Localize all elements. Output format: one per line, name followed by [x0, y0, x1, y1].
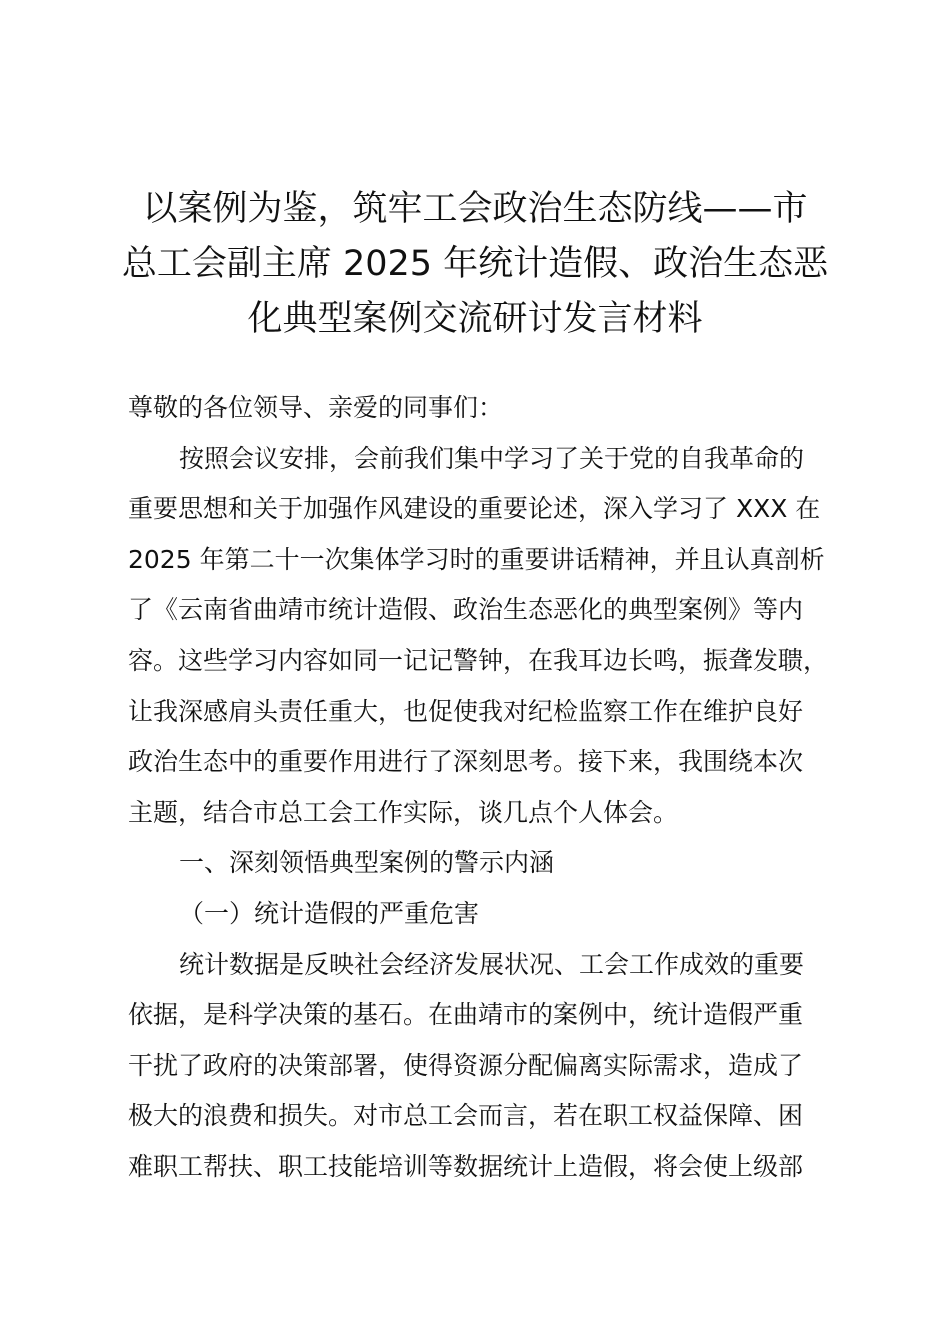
title-line: 以案例为鉴，筑牢工会政治生态防线——市: [142, 189, 808, 229]
paragraph-line: 主题，结合市总工会工作实际，谈几点个人体会。: [128, 797, 679, 827]
paragraph-line: 难职工帮扶、职工技能培训等数据统计上造假，将会使上级部: [128, 1151, 804, 1181]
paragraph-line: 统计数据是反映社会经济发展状况、工会工作成效的重要: [179, 949, 805, 979]
section-heading: 一、深刻领悟典型案例的警示内涵: [179, 848, 555, 878]
subsection-heading: （一）统计造假的严重危害: [179, 898, 480, 928]
paragraph-line: 极大的浪费和损失。对市总工会而言，若在职工权益保障、困: [128, 1101, 804, 1131]
paragraph-line: 干扰了政府的决策部署，使得资源分配偏离实际需求，造成了: [128, 1050, 804, 1080]
paragraph-intro: [128, 434, 853, 839]
paragraph-line: 依据，是科学决策的基石。在曲靖市的案例中，统计造假严重: [128, 1000, 804, 1030]
paragraph-line: 2025 年第二十一次集体学习时的重要讲话精神，并且认真剖析: [128, 544, 825, 574]
title-line: 化典型案例交流研讨发言材料: [247, 299, 703, 339]
paragraph-line: 政治生态中的重要作用进行了深刻思考。接下来，我围绕本次: [128, 747, 804, 777]
paragraph-statistics: [128, 940, 853, 1193]
paragraph-line: 重要思想和关于加强作风建设的重要论述，深入学习了 XXX 在: [128, 494, 821, 524]
paragraph-line: 了《云南省曲靖市统计造假、政治生态恶化的典型案例》等内: [128, 595, 804, 625]
greeting: 尊敬的各位领导、亲爱的同事们：: [128, 393, 504, 422]
title-line: 总工会副主席 2025 年统计造假、政治生态恶: [121, 244, 829, 284]
paragraph-line: 容。这些学习内容如同一记记警钟，在我耳边长鸣，振聋发聩，: [128, 645, 829, 675]
document-body: [128, 383, 853, 1193]
paragraph-line: 按照会议安排，会前我们集中学习了关于党的自我革命的: [179, 443, 805, 473]
paragraph-line: 让我深感肩头责任重大，也促使我对纪检监察工作在维护良好: [128, 696, 804, 726]
document-title: [110, 182, 840, 347]
